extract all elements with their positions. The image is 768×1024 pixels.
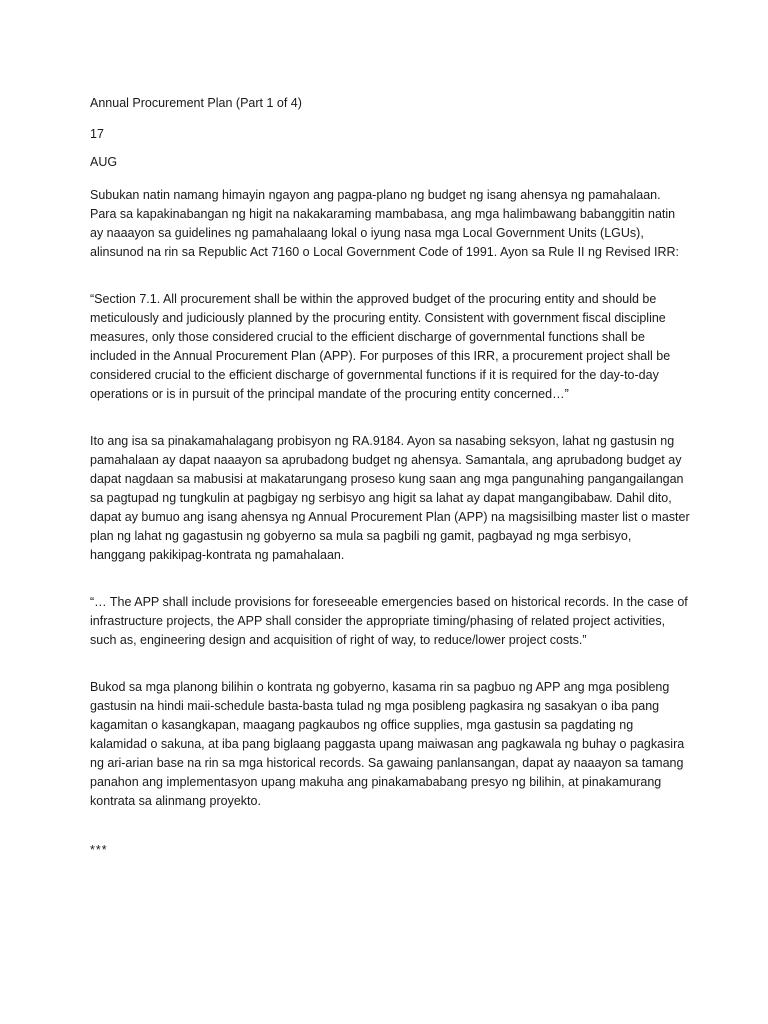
paragraph-intro: Subukan natin namang himayin ngayon ang pagpa-plano ng budget ng isang ahensya ng pamahalaan. Para sa kapakinabangan ng higit na nakakaraming mambabasa, ang mga halimbawang babanggitin natin ay naaayon sa guidelines ng pamahalaang lokal o iyung nasa mga Local Government Units (LGUs), alinsunod na rin sa Republic Act 7160 o Local Government Code of 1991. Ayon sa Rule II ng Revised IRR:: [90, 188, 680, 259]
quote-app-provisions: “… The APP shall include provisions for foreseeable emergencies based on historical records. In the case of infrastructure projects, the APP shall consider the appropriate timing/phasing of related project activities, such as, engineering design and acquisition of right of way, to reduce/lower project costs.”: [90, 595, 688, 647]
quote-section-7-1: “Section 7.1. All procurement shall be within the approved budget of the procuring entity and should be meticulously and judiciously planned by the procuring entity. Consistent with government fiscal discipline measures, only those considered crucial to the efficient discharge of governmental functions shall be included in the Annual Procurement Plan (APP). For purposes of this IRR, a procurement project shall be considered crucial to the efficient discharge of governmental functions if it is required for the day-to-day operations or is in pursuit of the principal mandate of the procuring entity concerned…”: [90, 292, 671, 401]
date-month: AUG: [90, 155, 118, 169]
section-separator: ***: [90, 843, 108, 857]
paragraph-ra-9184: Ito ang isa sa pinakamahalagang probisyon ng RA.9184. Ayon sa nasabing seksyon, lahat ng gastusin ng pamahalaan ay dapat naaayon sa aprubadong budget ng ahensya. Samantala, ang aprubadong budget ay dapat nagdaan sa mabusisi at makatarungang proseso kung saan ang mga pangunahing pangangailangan sa pagtupad ng tungkulin at pagbigay ng serbisyo ang higit sa lahat ay dapat mangangibabaw. Dahil dito, dapat ay bumuo ang isang ahensya ng Annual Procurement Plan (APP) na magsisilbing master list o master plan ng lahat ng gagastusin ng gobyerno sa mula sa pagbili ng gamit, pagbayad ng mga serbisyo, hanggang pakikipag-kontrata ng pamahalaan.: [90, 434, 690, 562]
document-title: Annual Procurement Plan (Part 1 of 4): [90, 96, 302, 110]
date-day: 17: [90, 127, 104, 141]
document-page: [90, 84, 690, 873]
paragraph-emergencies: Bukod sa mga planong bilihin o kontrata ng gobyerno, kasama rin sa pagbuo ng APP ang mga posibleng gastusin na hindi maii-schedule basta-basta tulad ng mga posibleng pagkasira ng sasakyan o iba pang kagamitan o kasangkapan, maagang pagkaubos ng office supplies, mga gastusin sa pagdating ng kalamidad o sakuna, at iba pang biglaang paggasta upang maiwasan ang pagkawala ng buhay o pagkasira ng ari-arian base na rin sa mga historical records. Sa gawaing panlansangan, dapat ay naaayon sa tamang panahon ang implementasyon upang makuha ang pinakamababang presyo ng bilihin, at pinakamurang kontrata sa alinmang proyekto.: [90, 680, 685, 808]
